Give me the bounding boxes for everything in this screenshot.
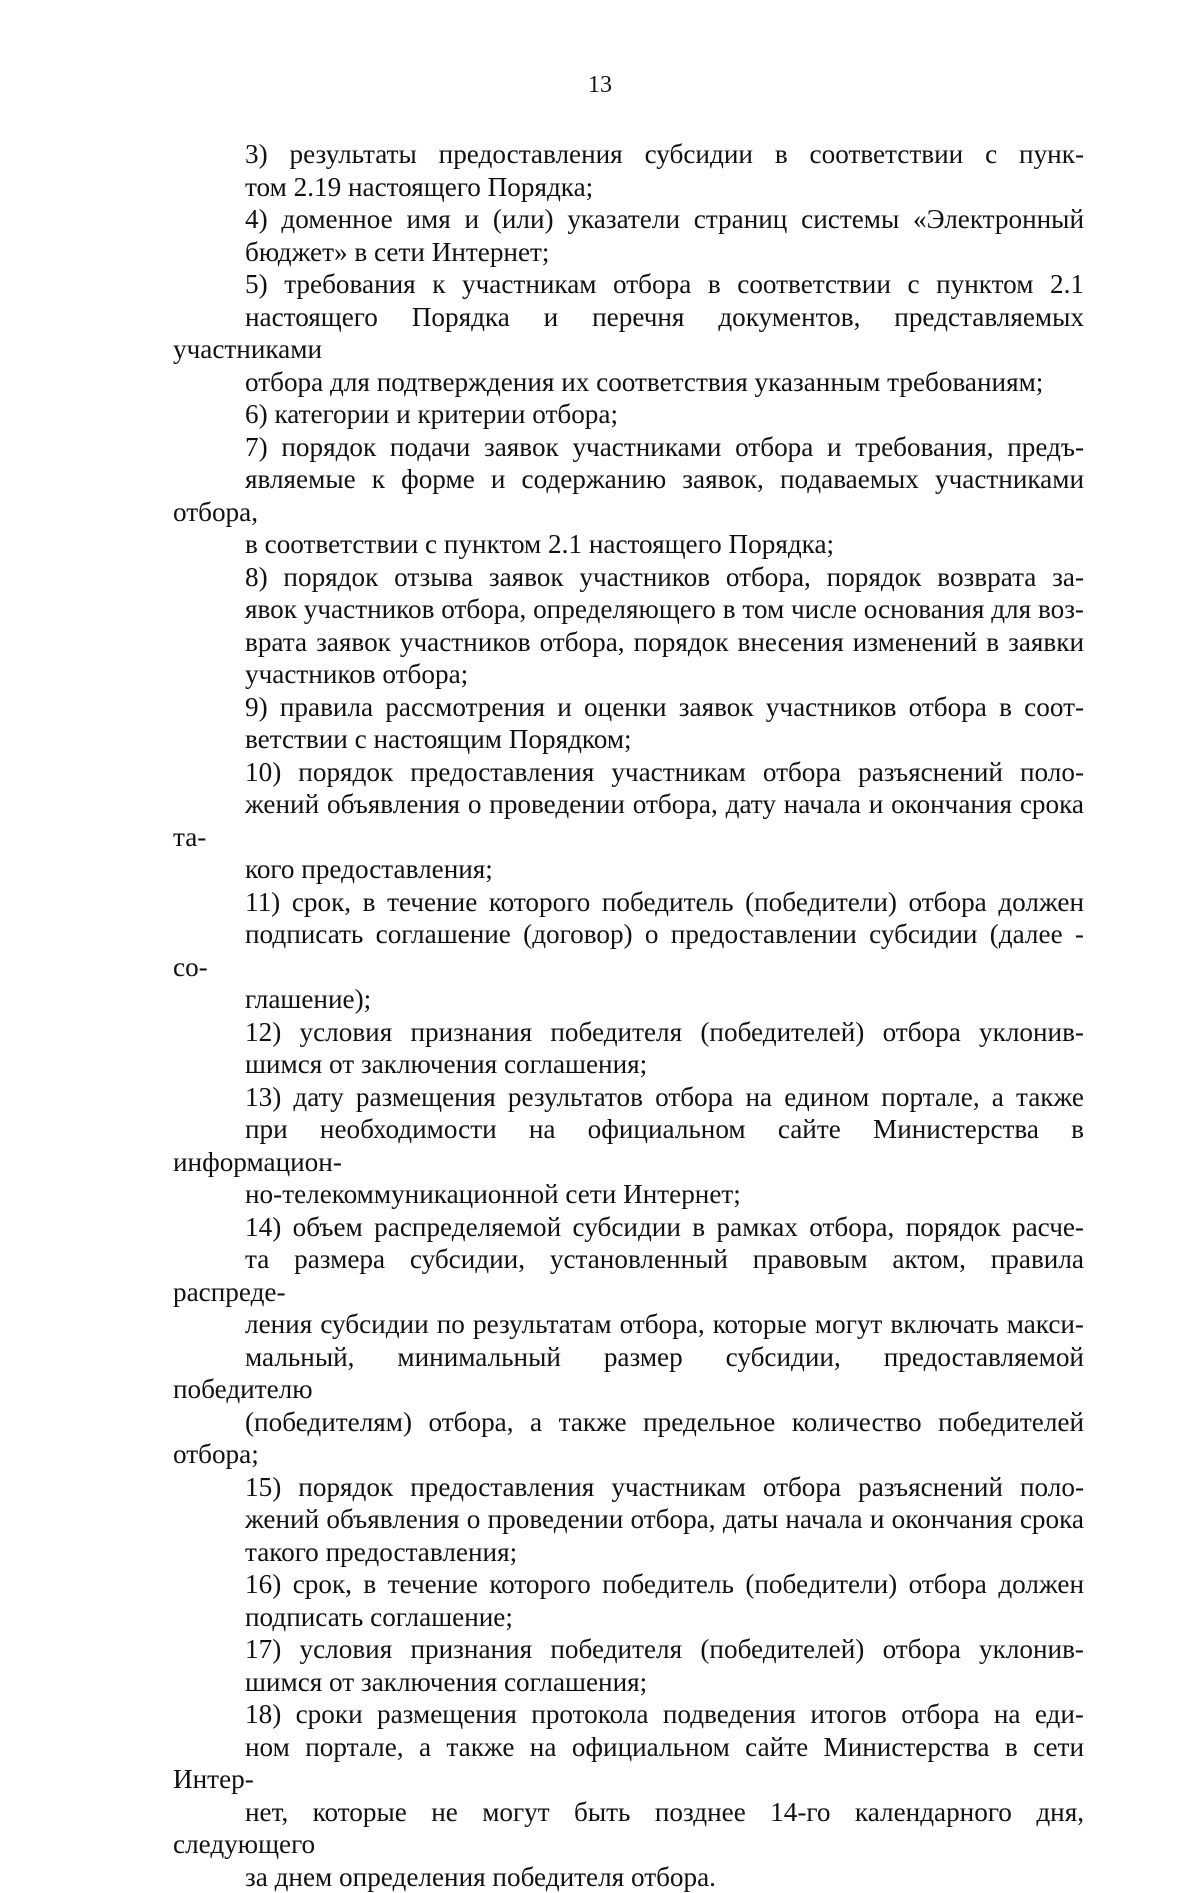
text-line: 8) порядок отзыва заявок участников отбора, порядок возврата за- xyxy=(173,561,1084,594)
text-line: 10) порядок предоставления участникам отбора разъяснений поло- xyxy=(173,756,1084,789)
text-line: (победителям) отбора, а также предельное количество победителей отбора; xyxy=(173,1406,1084,1471)
text-line: такого предоставления; xyxy=(173,1536,1084,1569)
list-item xyxy=(173,1471,1084,1569)
text-line: шимся от заключения соглашения; xyxy=(173,1048,1084,1081)
list-item xyxy=(173,398,1084,431)
text-line: 16) срок, в течение которого победитель (победители) отбора должен xyxy=(173,1568,1084,1601)
text-line: 4) доменное имя и (или) указатели страниц системы «Электронный xyxy=(173,203,1084,236)
text-line: врата заявок участников отбора, порядок внесения изменений в заявки xyxy=(173,626,1084,659)
text-line: 9) правила рассмотрения и оценки заявок участников отбора в соот- xyxy=(173,691,1084,724)
text-line: глашение); xyxy=(173,983,1084,1016)
text-line: участников отбора; xyxy=(173,658,1084,691)
text-line: явок участников отбора, определяющего в том числе основания для воз- xyxy=(173,593,1084,626)
text-line: жений объявления о проведении отбора, дату начала и окончания срока та- xyxy=(173,788,1084,853)
text-line: 11) срок, в течение которого победитель (победители) отбора должен xyxy=(173,886,1084,919)
text-line: настоящего Порядка и перечня документов, представляемых участниками xyxy=(173,301,1084,366)
list-item xyxy=(173,756,1084,886)
text-line: 6) категории и критерии отбора; xyxy=(173,398,1084,431)
text-line: за днем определения победителя отбора. xyxy=(173,1861,1084,1893)
text-line: мальный, минимальный размер субсидии, предоставляемой победителю xyxy=(173,1341,1084,1406)
list-item xyxy=(173,886,1084,1016)
list-item xyxy=(173,1211,1084,1471)
text-line: отбора для подтверждения их соответствия указанным требованиям; xyxy=(173,366,1084,399)
text-line: ном портале, а также на официальном сайте Министерства в сети Интер- xyxy=(173,1731,1084,1796)
list-item xyxy=(173,561,1084,691)
list-item xyxy=(173,138,1084,203)
list-item xyxy=(173,691,1084,756)
text-line: 17) условия признания победителя (победителей) отбора уклонив- xyxy=(173,1633,1084,1666)
text-line: при необходимости на официальном сайте Министерства в информацион- xyxy=(173,1113,1084,1178)
text-line: кого предоставления; xyxy=(173,853,1084,886)
list-item xyxy=(173,1016,1084,1081)
text-line: том 2.19 настоящего Порядка; xyxy=(173,171,1084,204)
text-line: шимся от заключения соглашения; xyxy=(173,1666,1084,1699)
page-number: 13 xyxy=(0,70,1200,100)
text-line: являемые к форме и содержанию заявок, подаваемых участниками отбора, xyxy=(173,463,1084,528)
text-line: 14) объем распределяемой субсидии в рамках отбора, порядок расче- xyxy=(173,1211,1084,1244)
document-body xyxy=(173,138,1084,1893)
text-line: но-телекоммуникационной сети Интернет; xyxy=(173,1178,1084,1211)
list-item xyxy=(173,431,1084,561)
list-item xyxy=(173,1633,1084,1698)
text-line: в соответствии с пунктом 2.1 настоящего Порядка; xyxy=(173,528,1084,561)
text-line: нет, которые не могут быть позднее 14-го календарного дня, следующего xyxy=(173,1796,1084,1861)
text-line: 3) результаты предоставления субсидии в соответствии с пунк- xyxy=(173,138,1084,171)
text-line: та размера субсидии, установленный правовым актом, правила распреде- xyxy=(173,1243,1084,1308)
list-item xyxy=(173,1081,1084,1211)
text-line: жений объявления о проведении отбора, даты начала и окончания срока xyxy=(173,1503,1084,1536)
text-line: 5) требования к участникам отбора в соответствии с пунктом 2.1 xyxy=(173,268,1084,301)
list-item xyxy=(173,268,1084,398)
text-line: бюджет» в сети Интернет; xyxy=(173,236,1084,269)
text-line: 13) дату размещения результатов отбора на едином портале, а также xyxy=(173,1081,1084,1114)
text-line: подписать соглашение (договор) о предоставлении субсидии (далее - со- xyxy=(173,918,1084,983)
text-line: 18) сроки размещения протокола подведения итогов отбора на еди- xyxy=(173,1698,1084,1731)
text-line: 7) порядок подачи заявок участниками отбора и требования, предъ- xyxy=(173,431,1084,464)
list-item xyxy=(173,1698,1084,1893)
text-line: ветствии с настоящим Порядком; xyxy=(173,723,1084,756)
text-line: 15) порядок предоставления участникам отбора разъяснений поло- xyxy=(173,1471,1084,1504)
list-item xyxy=(173,1568,1084,1633)
text-line: 12) условия признания победителя (победителей) отбора уклонив- xyxy=(173,1016,1084,1049)
list-item xyxy=(173,203,1084,268)
text-line: ления субсидии по результатам отбора, которые могут включать макси- xyxy=(173,1308,1084,1341)
text-line: подписать соглашение; xyxy=(173,1601,1084,1634)
